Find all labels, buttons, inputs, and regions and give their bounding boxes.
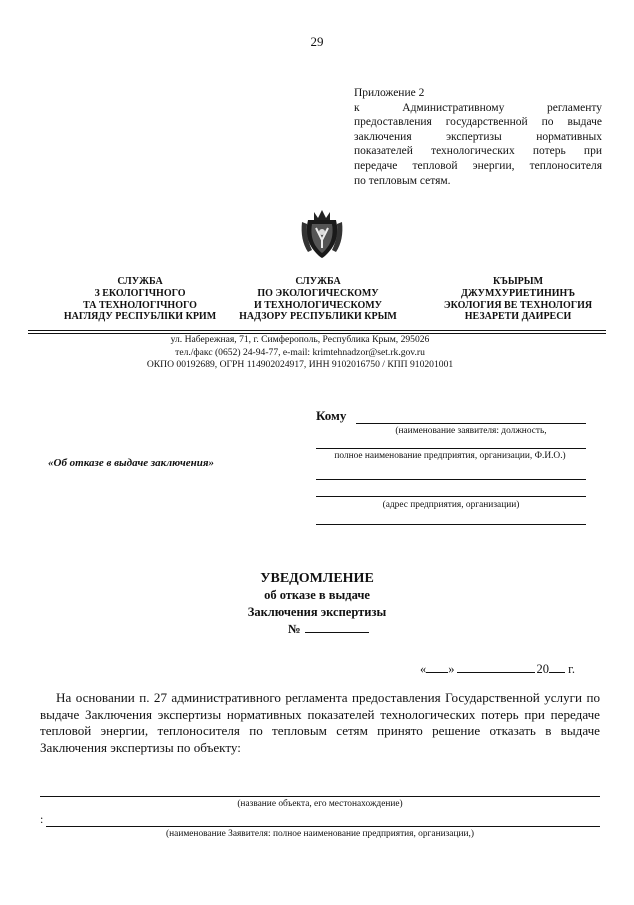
org-name-line: ТА ТЕХНОЛОГІЧНОГО	[83, 299, 197, 311]
century-text: 20	[536, 662, 549, 676]
year-suffix: г.	[568, 662, 575, 676]
object-fill-line	[40, 796, 600, 797]
recipient-label: Кому	[316, 408, 347, 423]
org-name-line: ЭКОЛОГИЯ ВЕ ТЕХНОЛОГИЯ	[443, 299, 593, 311]
appendix-title: Приложение 2	[354, 87, 425, 99]
appendix-line: предоставления государственной по выдаче	[354, 116, 602, 129]
org-name-ukrainian	[40, 276, 240, 323]
recipient-fill-line	[316, 448, 586, 449]
appendix-line: заключения экспертизы нормативных	[354, 130, 602, 143]
org-name-line: СЛУЖБА	[117, 276, 163, 287]
crimea-emblem-icon	[298, 206, 346, 260]
appendix-line: передаче тепловой энергии, теплоносителя	[354, 159, 602, 172]
recipient-hint: (наименование заявителя: должность,	[395, 426, 547, 436]
registration-codes: ОКПО 00192689, ОГРН 114902024917, ИНН 9102016750 / КПП 910201001	[146, 359, 454, 370]
org-name-line: З ЕКОЛОГІЧНОГО	[94, 287, 186, 299]
org-name-crimean-tatar	[418, 276, 618, 323]
day-fill-line	[426, 660, 448, 673]
org-name-line: НАДЗОРУ РЕСПУБЛИКИ КРЫМ	[239, 311, 397, 323]
object-hint: (название объекта, его местонахождение)	[237, 799, 403, 809]
org-name-line: И ТЕХНОЛОГИЧЕСКОМУ	[253, 299, 383, 311]
phone-email-text: тел./факс (0652) 24-94-77, e-mail: krimtehnadzor@set.rk.gov.ru	[175, 346, 425, 358]
colon-mark: :	[40, 812, 44, 826]
address-text: ул. Набережная, 71, г. Симферополь, Республика Крым, 295026	[170, 334, 430, 345]
org-name-line: СЛУЖБА	[295, 276, 341, 287]
appendix-line: показателей технологических потерь при	[354, 145, 602, 158]
notice-heading	[0, 570, 634, 621]
contact-details	[100, 334, 500, 372]
recipient-fill-line	[316, 479, 586, 480]
applicant-hint: (наименование Заявителя: полное наименование предприятия, организации,)	[166, 829, 474, 839]
org-name-line: ДЖУМХУРИЕТИНИНЪ	[461, 287, 575, 299]
org-name-line: КЪЫРЫМ	[492, 276, 544, 287]
date-line	[420, 660, 575, 677]
open-quote: «	[420, 662, 427, 676]
org-name-line: ПО ЭКОЛОГИЧЕСКОМУ	[257, 287, 379, 299]
number-sign: №	[288, 622, 301, 636]
refusal-note: «Об отказе в выдаче заключения»	[48, 457, 215, 469]
close-quote: »	[448, 662, 455, 676]
notice-number	[288, 620, 369, 637]
recipient-fill-line	[356, 423, 586, 424]
recipient-hint: (адрес предприятия, организации)	[382, 500, 520, 510]
appendix-line: к Административному регламенту	[354, 101, 602, 114]
notice-subtitle: Заключения экспертизы	[247, 605, 387, 619]
appendix-block	[354, 86, 602, 188]
recipient-fill-line	[316, 524, 586, 525]
year-fill-line	[549, 660, 565, 673]
month-fill-line	[457, 660, 535, 673]
body-paragraph-text: На основании п. 27 административного регламента предоставления Государственной услуги по выдаче Заключения экспертизы нормативных показателей технологических потерь при передаче тепловой энергии, теплоносителя по тепловым сетям принято решение отказать в выдаче Заключения экспертизы по объекту:	[40, 690, 600, 755]
header-divider	[28, 330, 606, 331]
notice-title: УВЕДОМЛЕНИЕ	[260, 571, 374, 586]
org-name-russian	[230, 276, 406, 323]
number-fill-line	[305, 620, 369, 633]
body-paragraph	[40, 690, 600, 756]
notice-subtitle: об отказе в выдаче	[264, 588, 370, 602]
appendix-line: по тепловым сетям.	[354, 174, 451, 187]
org-name-line: НАГЛЯДУ РЕСПУБЛІКИ КРИМ	[63, 311, 217, 323]
recipient-fill-line	[316, 496, 586, 497]
recipient-hint: полное наименование предприятия, организации, Ф.И.О.)	[334, 451, 566, 461]
org-name-line: НЕЗАРЕТИ ДАИРЕСИ	[464, 311, 572, 323]
applicant-fill-line	[46, 826, 600, 827]
page-number: 29	[310, 34, 324, 49]
